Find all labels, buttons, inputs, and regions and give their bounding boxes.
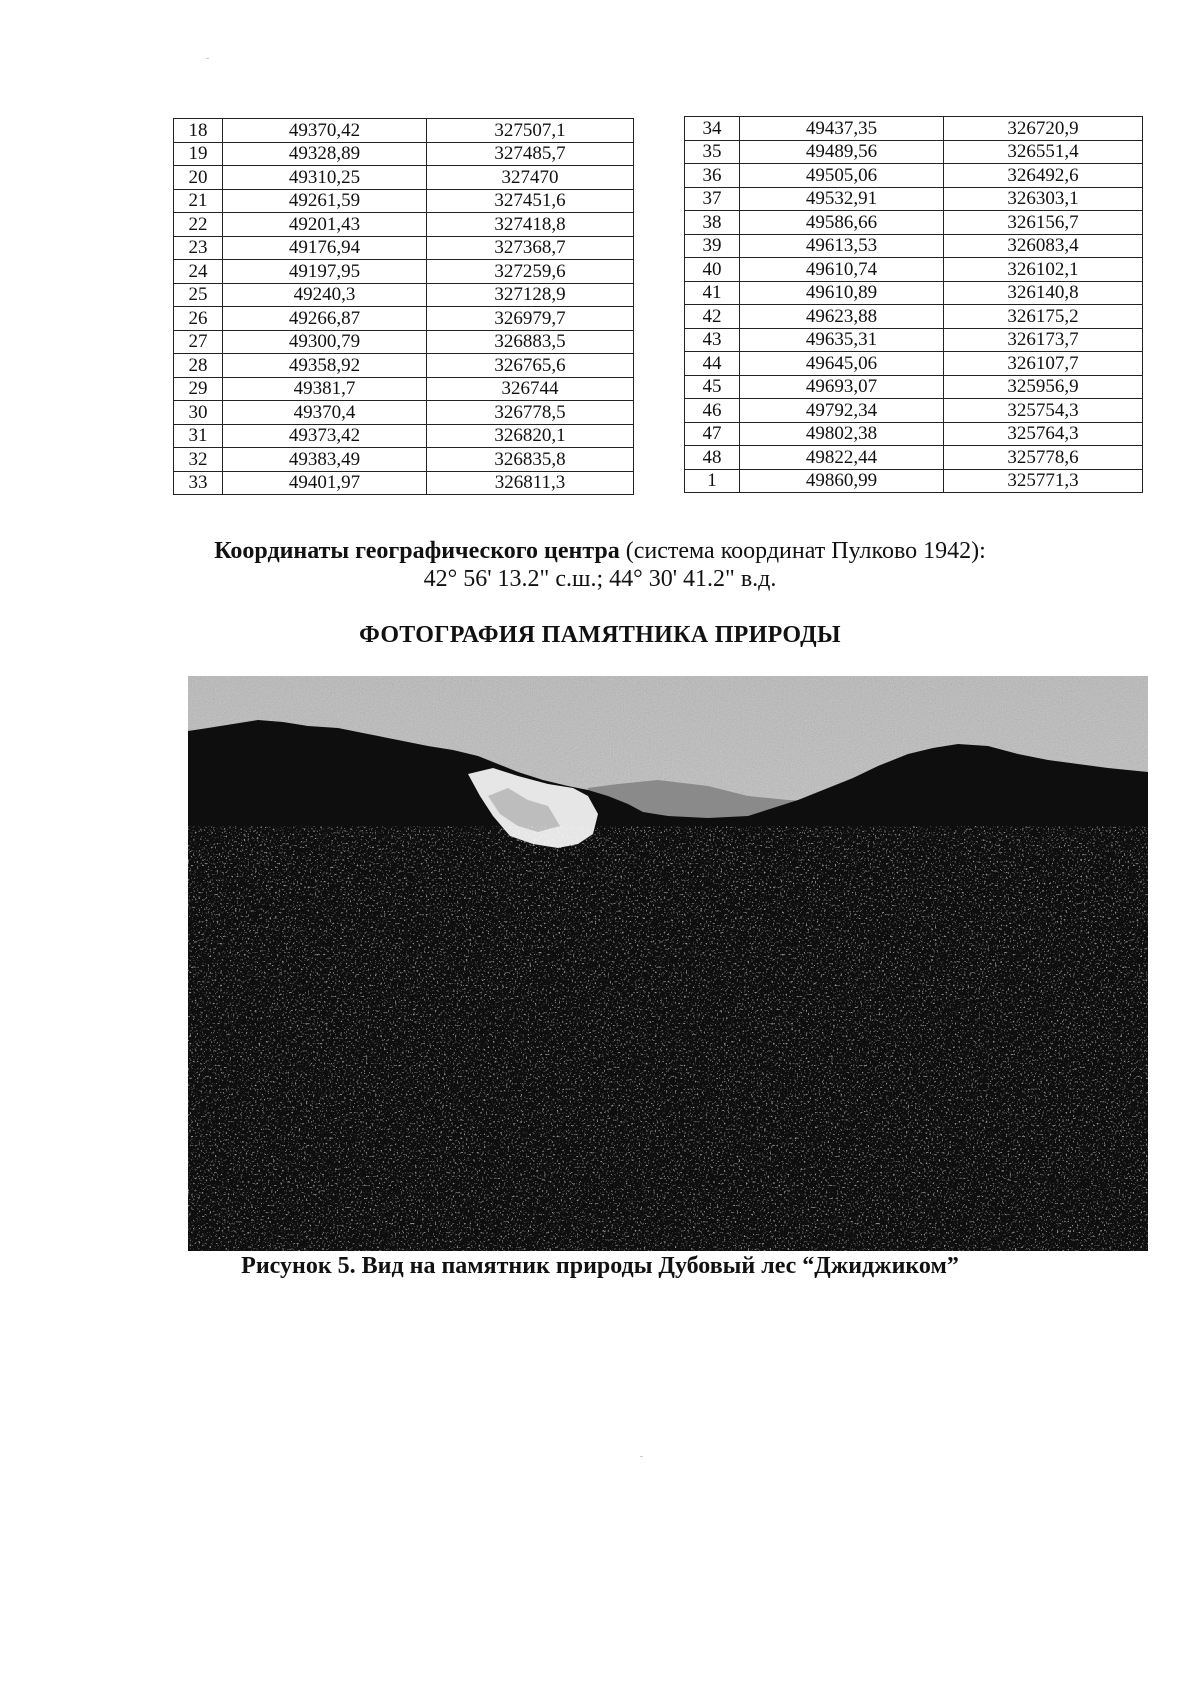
point-number-cell: 33 (174, 471, 223, 495)
y-coordinate-cell: 327418,8 (427, 213, 634, 237)
coordinate-row (174, 354, 634, 378)
x-coordinate-cell: 49381,7 (223, 377, 427, 401)
scan-mark (206, 58, 209, 59)
point-number-cell: 48 (685, 446, 740, 470)
x-coordinate-cell: 49860,99 (740, 469, 944, 493)
point-number-cell: 39 (685, 234, 740, 258)
y-coordinate-cell: 326835,8 (427, 448, 634, 472)
x-coordinate-cell: 49373,42 (223, 424, 427, 448)
x-coordinate-cell: 49201,43 (223, 213, 427, 237)
y-coordinate-cell: 326492,6 (944, 164, 1143, 188)
coordinate-row (685, 422, 1143, 446)
coordinate-row (685, 117, 1143, 141)
y-coordinate-cell: 326107,7 (944, 352, 1143, 376)
x-coordinate-cell: 49261,59 (223, 189, 427, 213)
x-coordinate-cell: 49370,42 (223, 119, 427, 143)
coordinate-row (685, 187, 1143, 211)
coordinate-row (685, 305, 1143, 329)
y-coordinate-cell: 327451,6 (427, 189, 634, 213)
point-number-cell: 47 (685, 422, 740, 446)
coordinate-row (685, 281, 1143, 305)
coordinate-row (174, 471, 634, 495)
photo-heading: ФОТОГРАФИЯ ПАМЯТНИКА ПРИРОДЫ (359, 622, 841, 648)
x-coordinate-cell: 49328,89 (223, 142, 427, 166)
x-coordinate-cell: 49437,35 (740, 117, 944, 141)
y-coordinate-cell: 325771,3 (944, 469, 1143, 493)
coordinates-table-right (684, 116, 1143, 493)
x-coordinate-cell: 49635,31 (740, 328, 944, 352)
y-coordinate-cell: 326883,5 (427, 330, 634, 354)
coordinate-row (174, 166, 634, 190)
point-number-cell: 44 (685, 352, 740, 376)
coordinate-row (685, 375, 1143, 399)
y-coordinate-cell: 327259,6 (427, 260, 634, 284)
coordinates-table-right-body (685, 117, 1143, 493)
point-number-cell: 35 (685, 140, 740, 164)
coordinate-row (685, 258, 1143, 282)
coordinate-row (685, 352, 1143, 376)
y-coordinate-cell: 326811,3 (427, 471, 634, 495)
point-number-cell: 22 (174, 213, 223, 237)
point-number-cell: 19 (174, 142, 223, 166)
coordinate-row (174, 330, 634, 354)
x-coordinate-cell: 49645,06 (740, 352, 944, 376)
coordinate-row (685, 469, 1143, 493)
x-coordinate-cell: 49532,91 (740, 187, 944, 211)
x-coordinate-cell: 49802,38 (740, 422, 944, 446)
point-number-cell: 24 (174, 260, 223, 284)
coordinate-row (174, 424, 634, 448)
coordinate-row (174, 401, 634, 425)
y-coordinate-cell: 326765,6 (427, 354, 634, 378)
point-number-cell: 31 (174, 424, 223, 448)
x-coordinate-cell: 49383,49 (223, 448, 427, 472)
x-coordinate-cell: 49176,94 (223, 236, 427, 260)
y-coordinate-cell: 326551,4 (944, 140, 1143, 164)
y-coordinate-cell: 325764,3 (944, 422, 1143, 446)
x-coordinate-cell: 49300,79 (223, 330, 427, 354)
y-coordinate-cell: 325778,6 (944, 446, 1143, 470)
scan-mark (640, 1456, 643, 1457)
x-coordinate-cell: 49792,34 (740, 399, 944, 423)
x-coordinate-cell: 49489,56 (740, 140, 944, 164)
y-coordinate-cell: 325754,3 (944, 399, 1143, 423)
coordinate-row (174, 377, 634, 401)
y-coordinate-cell: 326173,7 (944, 328, 1143, 352)
y-coordinate-cell: 326778,5 (427, 401, 634, 425)
geographic-center-label-bold: Координаты географического центра (214, 538, 620, 564)
photo-foliage-texture (188, 826, 1148, 1251)
coordinate-row (174, 119, 634, 143)
point-number-cell: 36 (685, 164, 740, 188)
y-coordinate-cell: 326083,4 (944, 234, 1143, 258)
y-coordinate-cell: 326175,2 (944, 305, 1143, 329)
y-coordinate-cell: 326303,1 (944, 187, 1143, 211)
x-coordinate-cell: 49613,53 (740, 234, 944, 258)
point-number-cell: 29 (174, 377, 223, 401)
y-coordinate-cell: 327368,7 (427, 236, 634, 260)
coordinate-row (174, 307, 634, 331)
x-coordinate-cell: 49610,74 (740, 258, 944, 282)
point-number-cell: 42 (685, 305, 740, 329)
coordinate-row (685, 164, 1143, 188)
x-coordinate-cell: 49623,88 (740, 305, 944, 329)
coordinate-row (174, 448, 634, 472)
point-number-cell: 21 (174, 189, 223, 213)
y-coordinate-cell: 326102,1 (944, 258, 1143, 282)
x-coordinate-cell: 49693,07 (740, 375, 944, 399)
coordinate-row (174, 260, 634, 284)
x-coordinate-cell: 49266,87 (223, 307, 427, 331)
coordinate-row (174, 142, 634, 166)
point-number-cell: 46 (685, 399, 740, 423)
y-coordinate-cell: 327485,7 (427, 142, 634, 166)
y-coordinate-cell: 326744 (427, 377, 634, 401)
coordinate-row (685, 446, 1143, 470)
point-number-cell: 32 (174, 448, 223, 472)
point-number-cell: 26 (174, 307, 223, 331)
geographic-center-label-system: (система координат Пулково 1942): (619, 538, 986, 564)
y-coordinate-cell: 325956,9 (944, 375, 1143, 399)
figure-caption: Рисунок 5. Вид на памятник природы Дубовый лес “Джиджиком” (241, 1253, 959, 1279)
point-number-cell: 27 (174, 330, 223, 354)
coordinate-row (174, 236, 634, 260)
point-number-cell: 1 (685, 469, 740, 493)
coordinate-row (174, 283, 634, 307)
y-coordinate-cell: 326140,8 (944, 281, 1143, 305)
geographic-center-value: 42° 56' 13.2" с.ш.; 44° 30' 41.2" в.д. (423, 566, 777, 592)
x-coordinate-cell: 49370,4 (223, 401, 427, 425)
x-coordinate-cell: 49240,3 (223, 283, 427, 307)
x-coordinate-cell: 49310,25 (223, 166, 427, 190)
point-number-cell: 41 (685, 281, 740, 305)
point-number-cell: 28 (174, 354, 223, 378)
x-coordinate-cell: 49358,92 (223, 354, 427, 378)
y-coordinate-cell: 326979,7 (427, 307, 634, 331)
coordinate-row (174, 213, 634, 237)
point-number-cell: 37 (685, 187, 740, 211)
x-coordinate-cell: 49586,66 (740, 211, 944, 235)
y-coordinate-cell: 326156,7 (944, 211, 1143, 235)
point-number-cell: 40 (685, 258, 740, 282)
point-number-cell: 38 (685, 211, 740, 235)
y-coordinate-cell: 327507,1 (427, 119, 634, 143)
y-coordinate-cell: 327470 (427, 166, 634, 190)
coordinate-row (685, 399, 1143, 423)
landscape-photo (188, 676, 1148, 1251)
point-number-cell: 34 (685, 117, 740, 141)
x-coordinate-cell: 49401,97 (223, 471, 427, 495)
x-coordinate-cell: 49822,44 (740, 446, 944, 470)
point-number-cell: 30 (174, 401, 223, 425)
point-number-cell: 45 (685, 375, 740, 399)
point-number-cell: 25 (174, 283, 223, 307)
geographic-center-label (0, 538, 1200, 565)
coordinates-table-left-body (174, 119, 634, 495)
coordinates-table-left (173, 118, 634, 495)
coordinate-row (685, 328, 1143, 352)
point-number-cell: 23 (174, 236, 223, 260)
coordinate-row (685, 234, 1143, 258)
y-coordinate-cell: 326820,1 (427, 424, 634, 448)
coordinate-row (685, 140, 1143, 164)
x-coordinate-cell: 49197,95 (223, 260, 427, 284)
x-coordinate-cell: 49505,06 (740, 164, 944, 188)
x-coordinate-cell: 49610,89 (740, 281, 944, 305)
point-number-cell: 18 (174, 119, 223, 143)
coordinate-row (174, 189, 634, 213)
y-coordinate-cell: 326720,9 (944, 117, 1143, 141)
y-coordinate-cell: 327128,9 (427, 283, 634, 307)
point-number-cell: 20 (174, 166, 223, 190)
point-number-cell: 43 (685, 328, 740, 352)
coordinate-row (685, 211, 1143, 235)
